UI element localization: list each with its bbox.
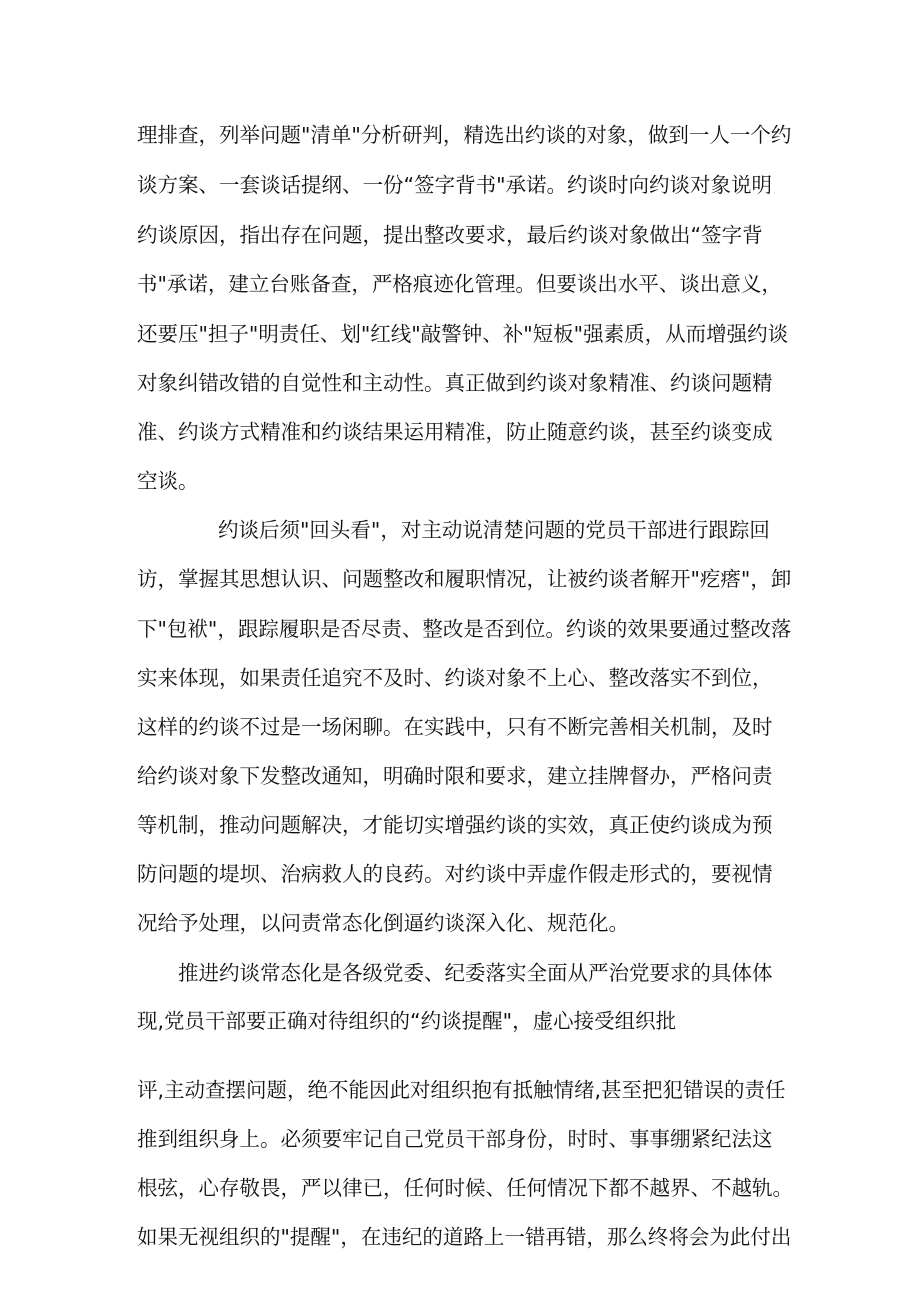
text-line: 评,主动查摆问题，绝不能因此对组织抱有抵触情绪,甚至把犯错误的责任: [137, 1078, 786, 1102]
text-line: 还要压"担子"明责任、划"红线"敲警钟、补"短板"强素质，从而增强约谈: [137, 322, 789, 346]
text-line: 对象纠错改错的自觉性和主动性。真正做到约谈对象精准、约谈问题精: [137, 371, 773, 395]
text-line: 这样的约谈不过是一场闲聊。在实践中，只有不断完善相关机制，及时: [137, 715, 773, 739]
text-line: 况给予处理，以问责常态化倒逼约谈深入化、规范化。: [137, 911, 629, 935]
text-line: 下"包袱"，跟踪履职是否尽责、整改是否到位。约谈的效果要通过整改落: [137, 617, 792, 641]
paragraph-first-line: 约谈后须"回头看"，对主动说清楚问题的党员干部进行跟踪回: [218, 518, 770, 542]
text-line: 推到组织身上。必须要牢记自己党员干部身份，时时、事事绷紧纪法这: [137, 1127, 773, 1151]
text-line: 实来体现，如果责任追究不及时、约谈对象不上心、整改落实不到位，: [137, 666, 773, 690]
text-line: 谈方案、一套谈话提纲、一份“签字背书"承诺。约谈时向约谈对象说明: [137, 173, 773, 197]
text-line: 现,党员干部要正确对待组织的“约谈提醒"，虚心接受组织批: [137, 1009, 677, 1033]
text-line: 如果无视组织的"提醒"，在违纪的道路上一错再错，那么终将会为此付出: [137, 1225, 792, 1249]
text-line: 空谈。: [137, 469, 199, 493]
text-line: 访，掌握其思想认识、问题整改和履职情况，让被约谈者解开"疙瘩"，卸: [137, 567, 792, 591]
text-line: 防问题的堤坝、治病救人的良药。对约谈中弄虚作假走形式的，要视情: [137, 862, 773, 886]
text-line: 等机制，推动问题解决，才能切实增强约谈的实效，真正使约谈成为预: [137, 813, 773, 837]
text-line: 理排查，列举问题"清单"分析研判，精选出约谈的对象，做到一人一个约: [137, 123, 792, 147]
text-line: 根弦，心存敬畏，严以律已，任何时候、任何情况下都不越界、不越轨。: [137, 1176, 793, 1200]
text-line: 约谈原因，指出存在问题，提出整改要求，最后约谈对象做出“签字背: [137, 223, 763, 247]
paragraph-first-line: 推进约谈常态化是各级党委、纪委落实全面从严治党要求的具体体: [178, 961, 773, 985]
text-line: 准、约谈方式精准和约谈结果运用精准，防止随意约谈，甚至约谈变成: [137, 420, 773, 444]
text-line: 书"承诺，建立台账备查，严格痕迹化管理。但要谈出水平、谈出意义，: [137, 272, 782, 296]
text-line: 给约谈对象下发整改通知，明确时限和要求，建立挂牌督办，严格问责: [137, 764, 773, 788]
